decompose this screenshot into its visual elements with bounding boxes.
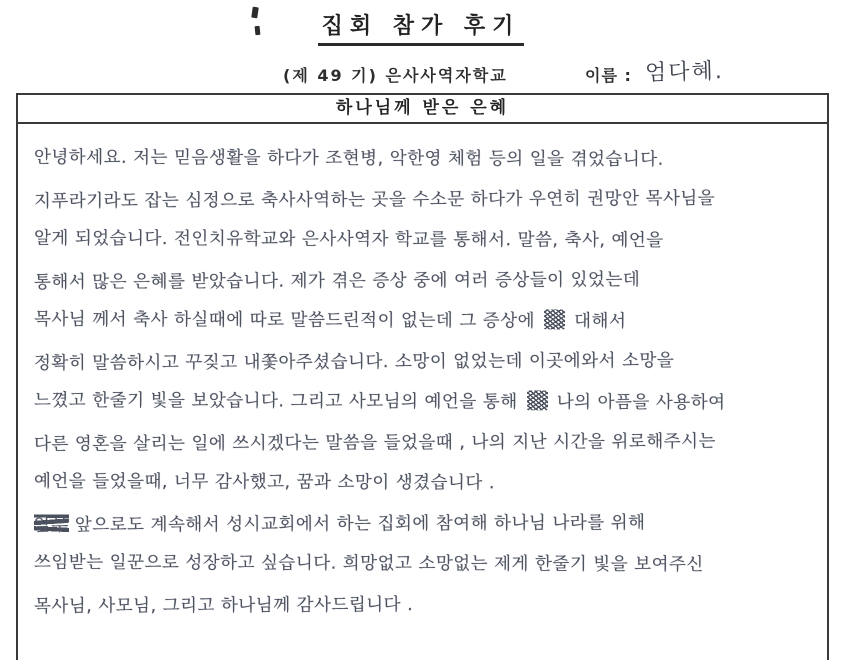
scan-artifact — [255, 26, 261, 35]
grace-box — [16, 93, 829, 660]
handwritten-body — [18, 124, 827, 625]
handwritten-text: 목사님 께서 축사 하실때에 따로 말씀드린적이 없는데 그 증상에 — [33, 309, 542, 332]
handwritten-line — [34, 462, 817, 505]
handwritten-line — [34, 421, 817, 465]
handwritten-text: 다른 영혼을 살리는 일에 쓰시겠다는 말씀을 들었을때 , 나의 지난 시간을 위로해주시는 — [33, 431, 716, 455]
handwritten-line — [34, 259, 817, 303]
handwritten-text: 예언을 들었을때, 너무 감사했고, 꿈과 소망이 생겼습니다 . — [33, 471, 495, 494]
handwritten-line — [34, 583, 817, 627]
handwritten-line — [34, 340, 817, 384]
handwritten-text: 통해서 많은 은혜를 받았습니다. 제가 겪은 증상 중에 여러 증상들이 있었는데 — [33, 269, 641, 293]
crossed-out-word: 앞부 — [34, 505, 69, 546]
name-label: 이름 : — [585, 66, 632, 85]
handwritten-line — [34, 502, 817, 546]
handwritten-line — [34, 300, 817, 343]
handwritten-text: 목사님, 사모님, 그리고 하나님께 감사드립니다 . — [33, 594, 414, 617]
handwritten-text: 쓰임받는 일꾼으로 성장하고 싶습니다. 희망없고 소망없는 제게 한줄기 빛을 보여주신 — [33, 552, 704, 575]
name-handwritten: 엄다혜. — [644, 58, 725, 87]
scribbled-out-mark — [527, 390, 548, 410]
page-title: 집회 참가 후기 — [318, 9, 525, 46]
scribbled-out-mark — [544, 309, 565, 329]
handwritten-line — [34, 381, 817, 424]
handwritten-text: 지푸라기라도 잡는 심정으로 축사사역하는 곳을 수소문 하다가 우연히 권망안 목사님을 — [33, 188, 716, 212]
title-wrap — [0, 9, 842, 46]
handwritten-text: 알게 되었습니다. 전인치유학교와 은사사역자 학교를 통해서. 말씀, 축사, 예언을 — [33, 228, 664, 251]
handwritten-text: 안녕하세요. 저는 믿음생활을 하다가 조현병, 악한영 체험 등의 일을 겪었습니다. — [33, 147, 664, 170]
handwritten-line — [34, 543, 817, 586]
handwritten-text: 대해서 — [568, 311, 627, 332]
handwritten-line — [34, 219, 817, 262]
handwritten-text: 느꼈고 한줄기 빛을 보았습니다. 그리고 사모님의 예언을 통해 — [33, 390, 524, 413]
handwritten-text: 정확히 말씀하시고 꾸짖고 내쫓아주셨습니다. 소망이 없었는데 이곳에와서 소망을 — [33, 350, 675, 374]
subheader-row — [0, 59, 842, 89]
box-title: 하나님께 받은 은혜 — [18, 95, 827, 124]
session-label: (제 49 기) 은사사역자학교 — [283, 66, 508, 85]
handwritten-line — [34, 138, 817, 181]
handwritten-line — [34, 178, 817, 222]
handwritten-text: 앞으로도 계속해서 성시교회에서 하는 집회에 참여해 하나님 나라를 위해 — [68, 512, 646, 536]
handwritten-text: 나의 아픔을 사용하여 — [550, 392, 726, 414]
